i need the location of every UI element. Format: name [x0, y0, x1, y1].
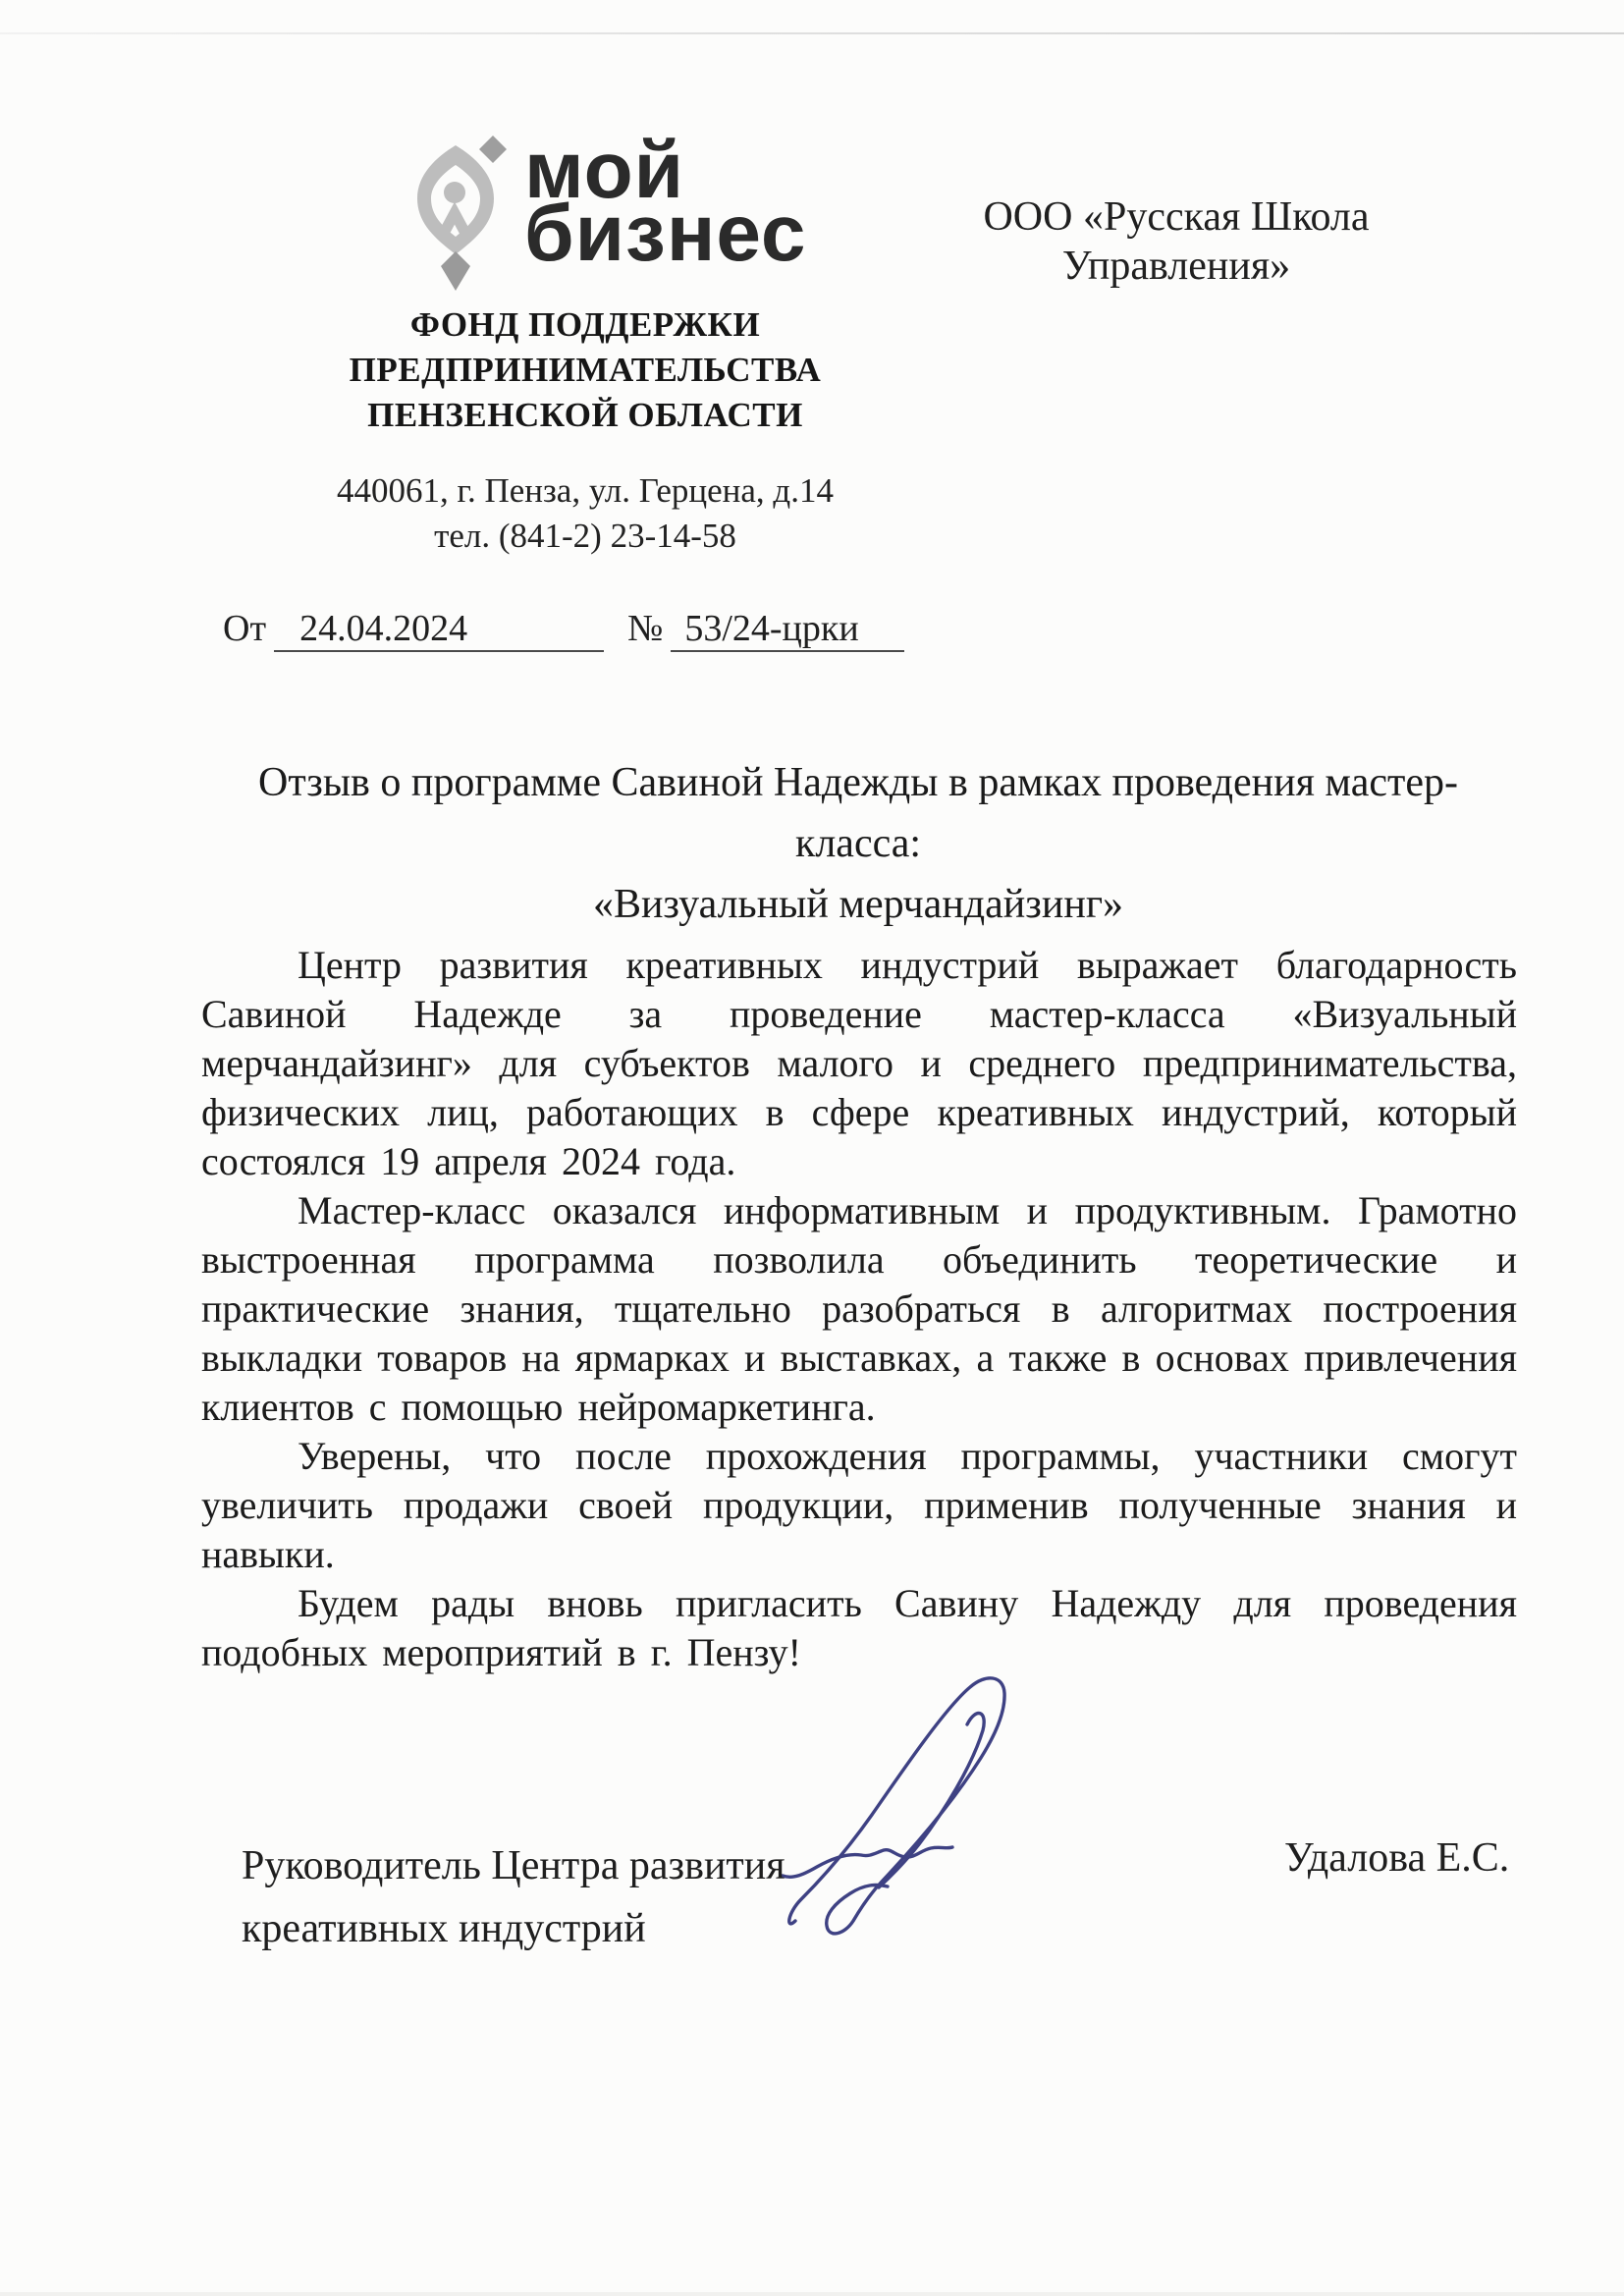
- ref-date-value: 24.04.2024: [274, 607, 604, 652]
- ref-number-sign: №: [627, 608, 664, 649]
- ref-from-label: От: [223, 608, 267, 649]
- signer-role-line: креативных индустрий: [242, 1906, 646, 1951]
- recipient-line: Управления»: [1061, 244, 1291, 289]
- body-paragraph: Уверены, что после прохождения программы, участники смогут увеличить продажи своей продукции, применив полученные знания и навыки.: [201, 1434, 1517, 1576]
- signer-role-line: Руководитель Центра развития: [242, 1843, 785, 1888]
- sender-address: 440061, г. Пенза, ул. Герцена, д.14: [337, 471, 834, 510]
- recipient-line: ООО «Русская Школа: [983, 194, 1370, 240]
- body-paragraph: Центр развития креативных индустрий выражает благодарность Савиной Надежде за проведение мастер-класса «Визуальный мерчандайзинг» для субъектов малого и среднего предпринимательства, физических лиц, работающих в сфере креативных индустрий, который состоялся 19 апреля 2024 года.: [201, 943, 1517, 1183]
- document-title-line: Отзыв о программе Савиной Надежды в рамках проведения мастер-класса:: [258, 760, 1458, 866]
- reference-line: [223, 607, 904, 652]
- handwritten-signature: [778, 1667, 1035, 1958]
- document-title: [196, 752, 1520, 935]
- letter-body: [201, 941, 1517, 1677]
- recipient-block: [962, 192, 1390, 291]
- logo-word-biznes: бизнес: [524, 189, 807, 278]
- scan-artifact-line-top: [0, 32, 1624, 34]
- signer-role: [242, 1834, 785, 1960]
- logo-word-moy: мой: [524, 126, 685, 215]
- sender-org-name: [285, 302, 886, 438]
- logo-wordmark: [524, 126, 807, 278]
- org-name-line: ФОНД ПОДДЕРЖКИ: [409, 305, 761, 344]
- moy-biznes-rocket-logo-icon: [408, 128, 513, 293]
- org-name-line: ПЕНЗЕНСКОЙ ОБЛАСТИ: [367, 396, 803, 434]
- scan-artifact-line-bottom: [0, 2292, 1624, 2296]
- body-paragraph: Будем рады вновь пригласить Савину Надежду для проведения подобных мероприятий в г. Пензу!: [201, 1581, 1517, 1674]
- ref-number-value: 53/24-црки: [671, 607, 904, 652]
- document-title-line: «Визуальный мерчандайзинг»: [592, 882, 1124, 927]
- org-name-line: ПРЕДПРИНИМАТЕЛЬСТВА: [349, 351, 822, 389]
- sender-address-block: [285, 468, 886, 559]
- body-paragraph: Мастер-класс оказался информативным и продуктивным. Грамотно выстроенная программа позволила объединить теоретические и практические знания, тщательно разобраться в алгоритмах построения выкладки товаров на ярмарках и выставках, а также в основах привлечения клиентов с помощью нейромаркетинга.: [201, 1188, 1517, 1429]
- signer-name: Удалова Е.С.: [1284, 1835, 1510, 1881]
- sender-phone: тел. (841-2) 23-14-58: [434, 517, 736, 555]
